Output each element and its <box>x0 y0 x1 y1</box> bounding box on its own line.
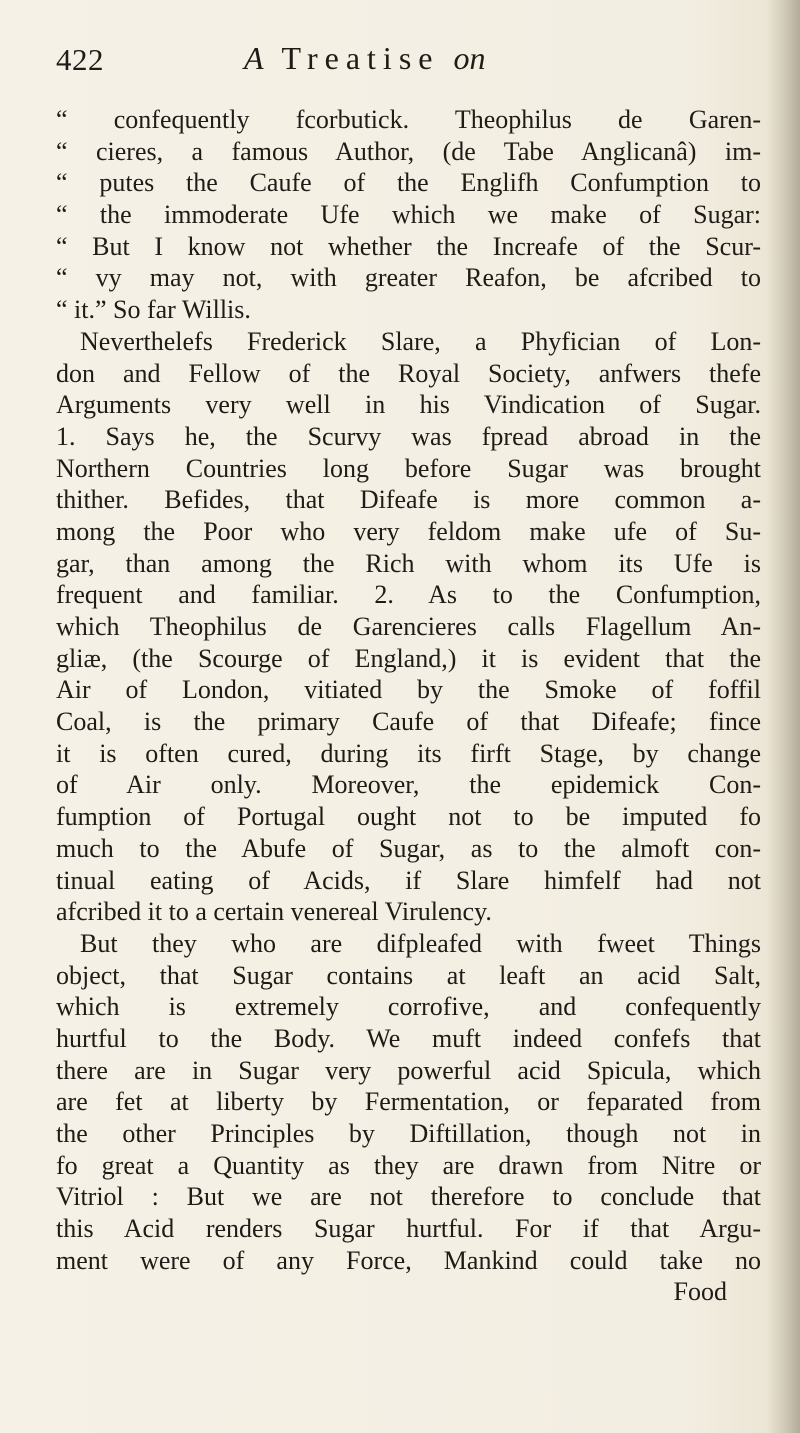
text-line: which Theophilus de Garencieres calls Flagellum An- <box>56 612 761 641</box>
text-line: Northern Countries long before Sugar was brought <box>56 453 761 483</box>
text-line: “ vy may not, with greater Reafon, be afcribed to <box>56 263 761 293</box>
page-number: 422 <box>56 42 104 77</box>
text-line: “ cieres, a famous Author, (de Tabe Anglicanâ) im- <box>56 136 761 166</box>
text-line: “ confequently fcorbutick. Theophilus de Garen- <box>56 105 761 134</box>
text-line: Neverthelefs Frederick Slare, a Phyfician of Lon- <box>80 326 761 356</box>
text-line: 1. Says he, the Scurvy was fpread abroad in the <box>56 421 761 451</box>
text-line: the other Principles by Diftillation, though not in <box>56 1119 761 1148</box>
text-line: gliæ, (the Scourge of England,) it is evident that the <box>56 643 761 673</box>
text-line: “ the immoderate Ufe which we make of Sugar: <box>56 200 761 230</box>
text-line: Air of London, vitiated by the Smoke of foffil <box>56 675 761 705</box>
text-line: “ it.” So far Willis. <box>56 295 251 325</box>
text-line: this Acid renders Sugar hurtful. For if that Argu- <box>56 1214 761 1244</box>
text-line: afcribed it to a certain venereal Virulency. <box>56 897 492 927</box>
text-line: which is extremely corrofive, and confequently <box>56 992 761 1022</box>
text-line: ment were of any Force, Mankind could take no <box>56 1245 761 1275</box>
running-head-article: A <box>244 40 264 76</box>
text-line: thither. Befides, that Difeafe is more common a- <box>56 485 761 515</box>
text-line: much to the Abufe of Sugar, as to the almoft con- <box>56 833 761 863</box>
text-line: hurtful to the Body. We muft indeed confefs that <box>56 1023 761 1053</box>
text-line: frequent and familiar. 2. As to the Confumption, <box>56 580 761 610</box>
text-line: fumption of Portugal ought not to be imputed fo <box>56 802 761 832</box>
text-line: object, that Sugar contains at leaft an acid Salt, <box>56 960 761 990</box>
text-line: there are in Sugar very powerful acid Spicula, which <box>56 1055 761 1085</box>
text-line: gar, than among the Rich with whom its Ufe is <box>56 548 761 578</box>
text-line: tinual eating of Acids, if Slare himfelf had not <box>56 865 761 895</box>
text-line: “ But I know not whether the Increafe of the Scur- <box>56 231 761 261</box>
text-line: of Air only. Moreover, the epidemick Con- <box>56 770 761 800</box>
text-line: Vitriol : But we are not therefore to conclude that <box>56 1182 761 1212</box>
text-line: fo great a Quantity as they are drawn from Nitre or <box>56 1150 761 1180</box>
text-line: mong the Poor who very feldom make ufe of Su- <box>56 516 761 546</box>
page-edge-shadow <box>766 0 800 1433</box>
body-text <box>56 104 761 1308</box>
running-head-title: Treatise <box>281 40 440 76</box>
text-line: Coal, is the primary Caufe of that Difeafe; fince <box>56 707 761 737</box>
catchword: Food <box>673 1277 727 1307</box>
text-line: are fet at liberty by Fermentation, or feparated from <box>56 1087 761 1117</box>
text-line: Arguments very well in his Vindication of Sugar. <box>56 390 761 420</box>
page-header <box>56 38 756 88</box>
running-head <box>244 40 485 77</box>
text-line: it is often cured, during its firft Stage, by change <box>56 738 761 768</box>
running-head-preposition: on <box>453 40 486 76</box>
text-line: don and Fellow of the Royal Society, anfwers thefe <box>56 358 761 388</box>
text-line: But they who are difpleafed with fweet Things <box>80 928 761 958</box>
text-line: “ putes the Caufe of the Englifh Confumption to <box>56 168 761 198</box>
